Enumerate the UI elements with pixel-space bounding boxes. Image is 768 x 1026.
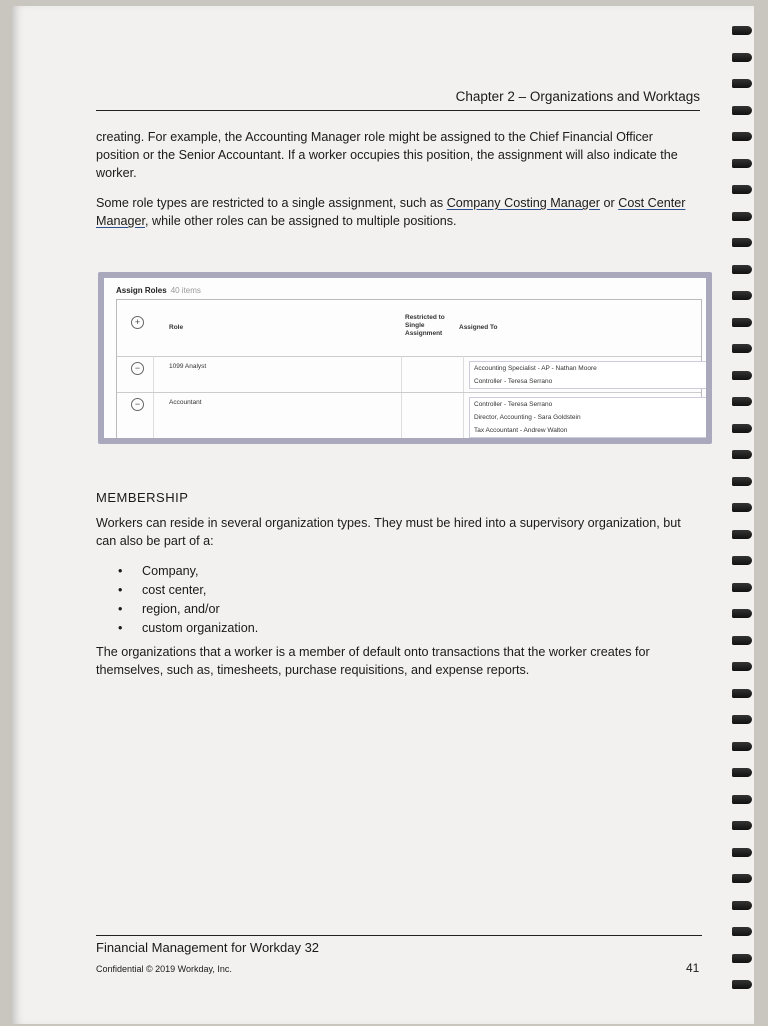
binding-coil [732,132,752,141]
restricted-text-1: Some role types are restricted to a single assignment, such as [96,196,447,210]
list-item: • custom organization. [118,619,258,638]
binding-coil [732,954,752,963]
remove-row-icon[interactable]: − [131,362,144,375]
binding-coil [732,291,752,300]
binding-coil [732,980,752,989]
restricted-text-3: , while other roles can be assigned to multiple positions. [145,214,457,228]
binding-coil [732,795,752,804]
binding-coil [732,450,752,459]
binding-coil [732,715,752,724]
binding-coil [732,371,752,380]
assign-roles-screenshot [98,272,712,444]
page-number: 41 [686,961,700,975]
binding-coil [732,927,752,936]
binding-coil [732,344,752,353]
binding-coil [732,397,752,406]
company-costing-manager-term: Company Costing Manager [446,196,601,210]
binding-coil [732,53,752,62]
assignee: Director, Accounting - Sara Goldstein [474,414,581,421]
assignee: Tax Accountant - Andrew Walton [474,427,568,434]
column-divider [153,356,154,438]
binding-coil [732,636,752,645]
assign-roles-title [116,286,201,295]
spiral-binding [730,26,754,1026]
membership-paragraph: Workers can reside in several organization types. They must be hired into a supervisory organization, but can also be part of a: [96,516,681,548]
membership-closing-paragraph: The organizations that a worker is a member of default onto transactions that the worker creates for themselves, such as, timesheets, purchase requisitions, and expense reports. [96,645,650,677]
column-header-restricted: Restricted to Single Assignment [405,314,445,337]
assigned-to-field[interactable] [469,397,706,438]
chapter-header [96,88,700,111]
binding-coil [732,901,752,910]
role-cell: 1099 Analyst [169,363,207,370]
assign-roles-title-text: Assign Roles [116,286,167,295]
binding-coil [732,26,752,35]
binding-coil [732,424,752,433]
chapter-title: Chapter 2 – Organizations and Worktags [455,89,700,104]
cost-center-manager-term: Cost Center Manager [96,196,686,228]
binding-coil [732,848,752,857]
binding-coil [732,874,752,883]
items-count: 40 items [170,286,201,295]
assign-roles-panel [104,278,706,438]
binding-coil [732,609,752,618]
binding-coil [732,503,752,512]
column-header-assigned-to: Assigned To [459,324,498,331]
binding-coil [732,265,752,274]
column-header-role: Role [169,324,184,331]
binding-coil [732,318,752,327]
book-page [12,6,754,1024]
column-divider [463,356,464,438]
membership-heading: MEMBERSHIP [96,490,189,505]
header-divider [117,356,701,357]
restricted-text-2: or [600,196,619,210]
add-row-icon[interactable]: + [131,316,144,329]
assignee: Controller - Teresa Serrano [474,378,553,385]
restricted-roles-paragraph [96,194,696,230]
binding-coil [732,583,752,592]
list-item: • region, and/or [118,600,258,619]
column-divider [401,356,402,438]
copyright-notice: Confidential © 2019 Workday, Inc. [96,964,232,974]
footer-title: Financial Management for Workday 32 [96,940,320,955]
binding-coil [732,159,752,168]
binding-coil [732,742,752,751]
binding-coil [732,79,752,88]
assign-roles-table [116,299,702,438]
binding-coil [732,106,752,115]
binding-coil [732,477,752,486]
assignee: Controller - Teresa Serrano [474,401,553,408]
remove-row-icon[interactable]: − [131,398,144,411]
binding-coil [732,530,752,539]
binding-coil [732,821,752,830]
binding-coil [732,556,752,565]
list-item: • Company, [118,562,258,581]
organization-types-list [118,562,258,638]
binding-coil [732,662,752,671]
footer-divider [96,935,702,936]
row-divider [117,392,701,393]
assignee: Accounting Specialist - AP - Nathan Moore [474,365,597,372]
list-item: • cost center, [118,581,258,600]
role-cell: Accountant [169,399,202,406]
intro-paragraph: creating. For example, the Accounting Manager role might be assigned to the Chief Financial Officer position or the Senior Accountant. If a worker occupies this position, the assignment will also indicate the worker. [96,130,678,180]
binding-coil [732,185,752,194]
binding-coil [732,768,752,777]
bleed-through-text [96,706,686,906]
binding-coil [732,212,752,221]
assigned-to-field[interactable] [469,361,706,389]
binding-coil [732,238,752,247]
binding-coil [732,689,752,698]
